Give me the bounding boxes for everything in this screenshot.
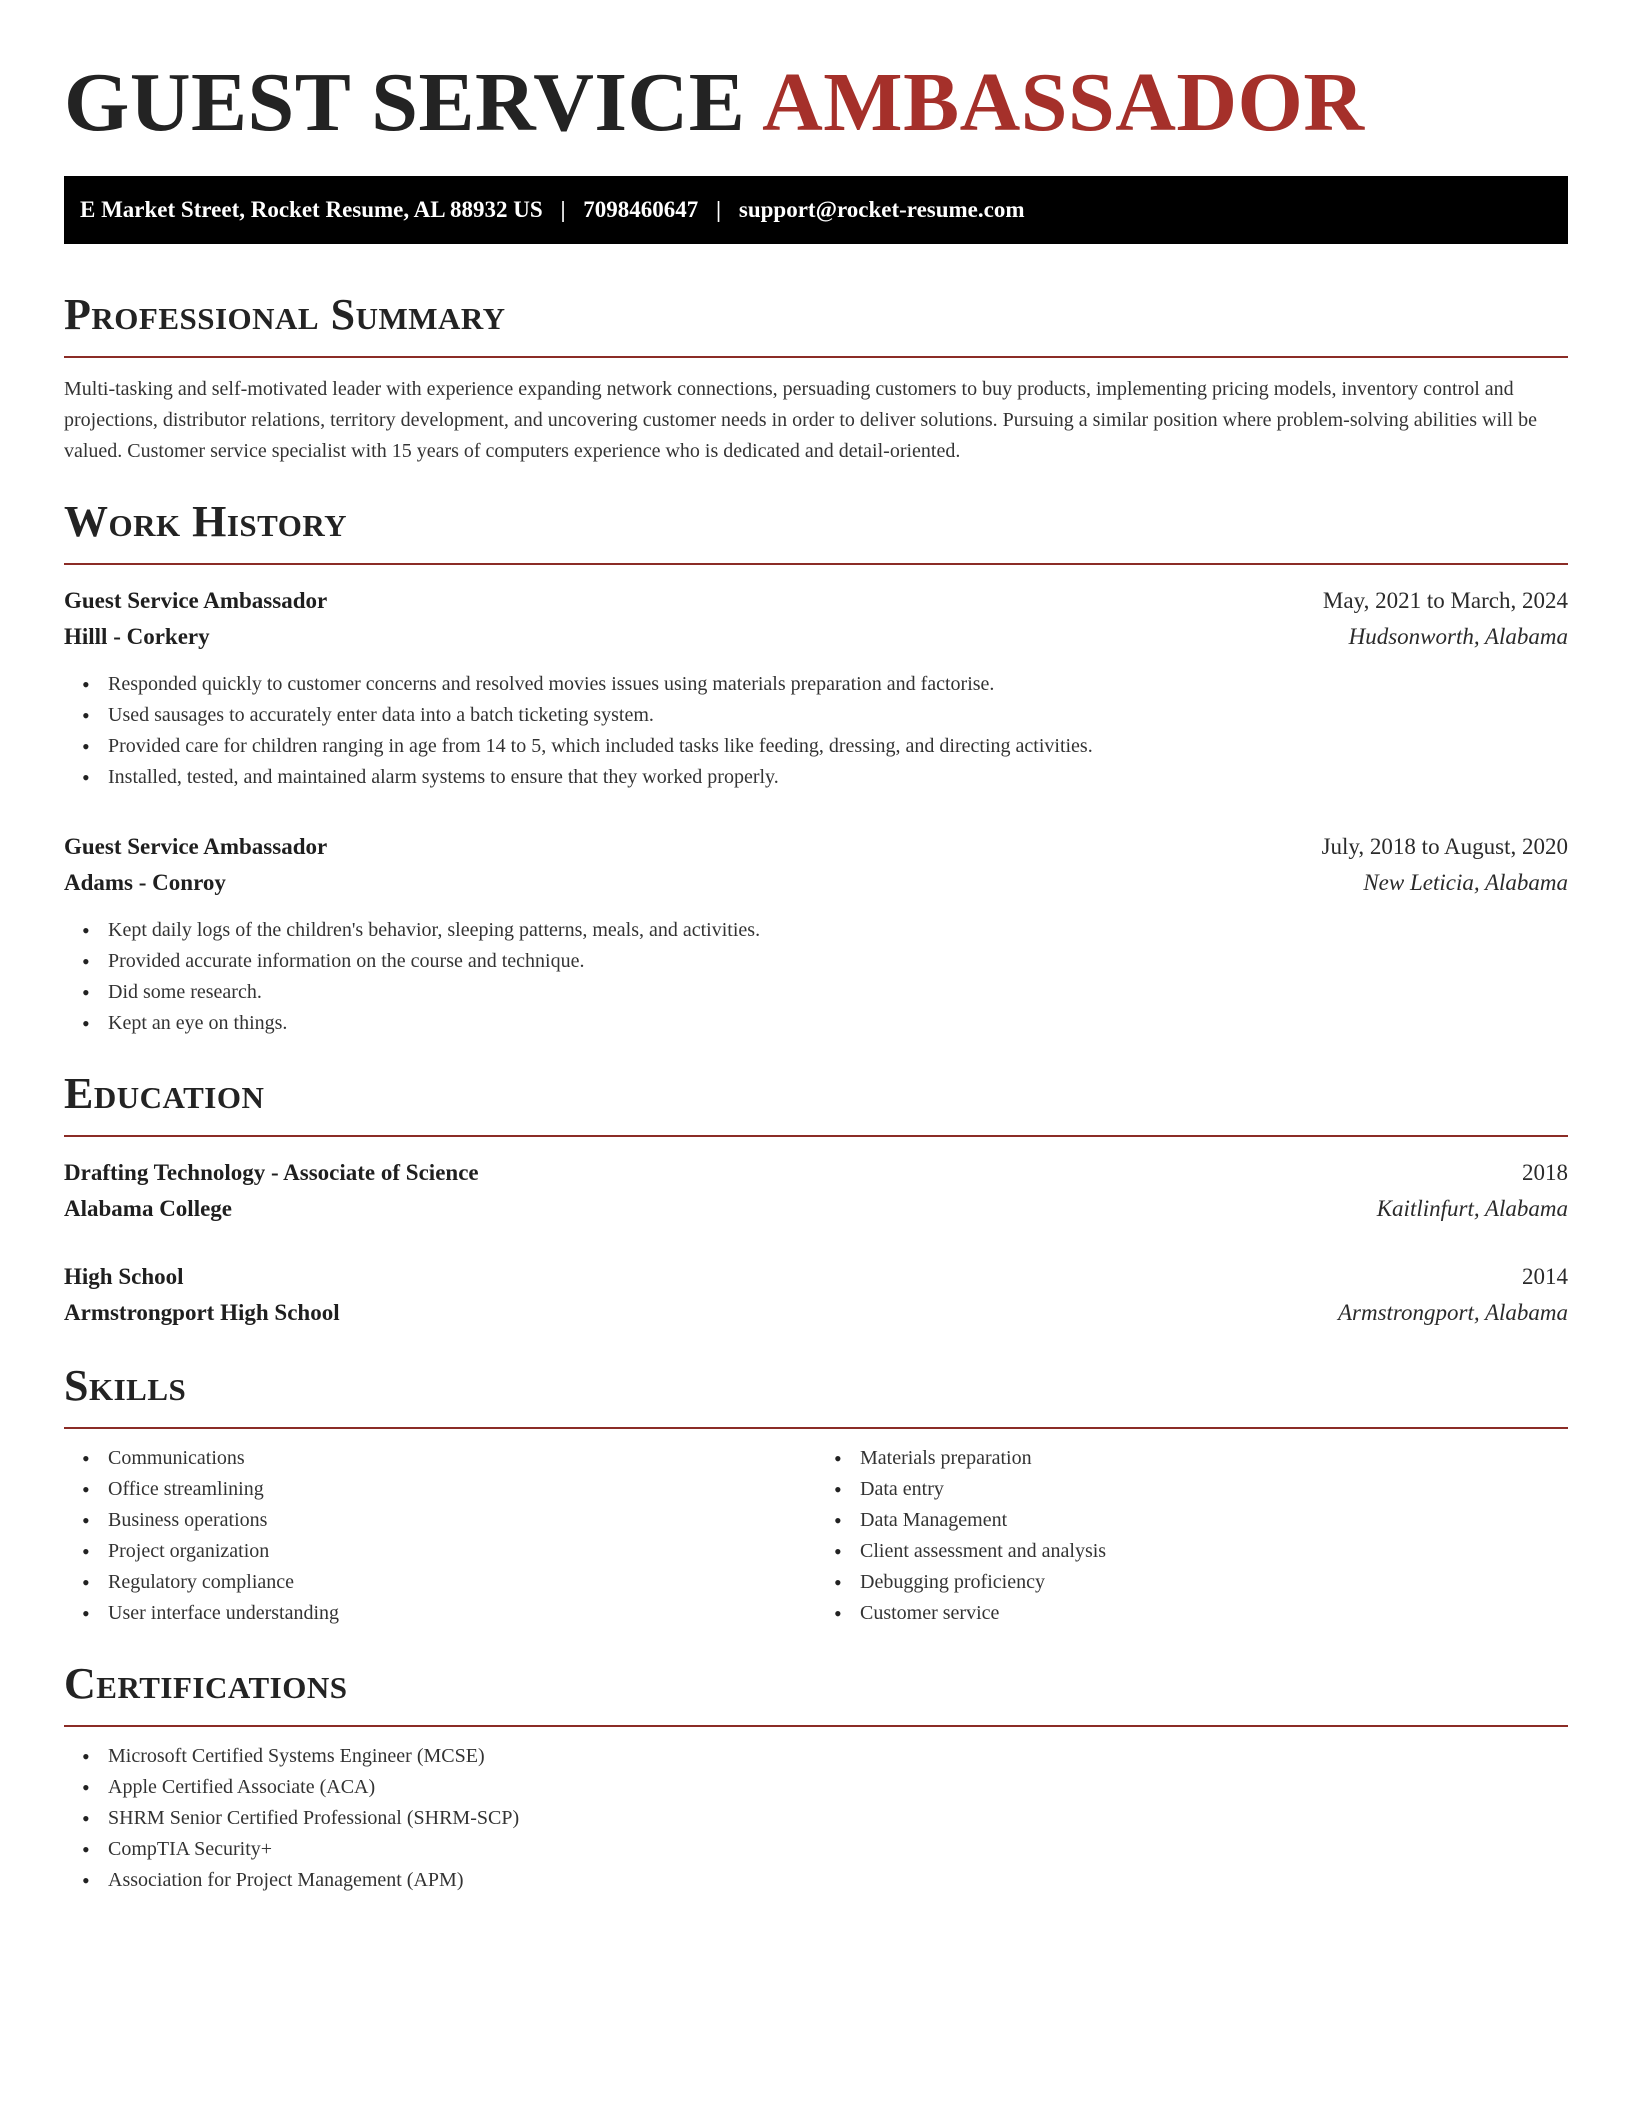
job-entry xyxy=(64,829,1568,1039)
section-heading-certifications: Certifications xyxy=(64,1657,1568,1727)
contact-address: E Market Street, Rocket Resume, AL 88932 US xyxy=(80,197,543,222)
skill-item: • Data entry xyxy=(860,1474,1568,1505)
certification-item: • Association for Project Management (APM) xyxy=(108,1865,1568,1896)
resume-title xyxy=(64,0,1568,176)
job-bullet: • Provided accurate information on the course and technique. xyxy=(108,946,1568,977)
education-entry xyxy=(64,1155,1568,1227)
education-location: Armstrongport, Alabama xyxy=(1337,1300,1568,1325)
skill-item: • Communications xyxy=(108,1443,816,1474)
certifications-list xyxy=(64,1741,1568,1896)
summary-text: Multi-tasking and self-motivated leader with experience expanding network connections, persuading customers to buy products, implementing pricing models, inventory control and projections, distributor relations, territory development, and uncovering customer needs in order to deliver solutions. Pursuing a similar position where problem-solving abilities will be valued. Customer service specialist with 15 years of computers experience who is dedicated and detail-oriented. xyxy=(64,378,1538,462)
contact-email[interactable]: support@rocket-resume.com xyxy=(738,197,1025,222)
education-school: Alabama College xyxy=(64,1196,233,1221)
section-heading-education: Education xyxy=(64,1067,1568,1137)
education-entry xyxy=(64,1259,1568,1331)
skill-item: • Debugging proficiency xyxy=(860,1567,1568,1598)
title-accent: AMBASSADOR xyxy=(762,56,1365,149)
education-location: Kaitlinfurt, Alabama xyxy=(1376,1196,1568,1221)
education-header-row xyxy=(64,1259,1568,1295)
certification-item: • CompTIA Security+ xyxy=(108,1834,1568,1865)
skill-item: • Customer service xyxy=(860,1598,1568,1629)
job-company: Adams - Conroy xyxy=(64,870,226,895)
skill-item: • Regulatory compliance xyxy=(108,1567,816,1598)
job-bullet: • Used sausages to accurately enter data into a batch ticketing system. xyxy=(108,700,1568,731)
skill-item: • Office streamlining xyxy=(108,1474,816,1505)
job-dates: May, 2021 to March, 2024 xyxy=(1322,588,1568,613)
education-year: 2018 xyxy=(1522,1160,1568,1185)
certification-item: • SHRM Senior Certified Professional (SHRM-SCP) xyxy=(108,1803,1568,1834)
skills-column-right xyxy=(816,1443,1568,1629)
skill-item: • Materials preparation xyxy=(860,1443,1568,1474)
job-location: New Leticia, Alabama xyxy=(1363,870,1568,895)
education-degree: High School xyxy=(64,1264,184,1289)
education-header-row xyxy=(64,1155,1568,1191)
skill-item: • Client assessment and analysis xyxy=(860,1536,1568,1567)
education-degree: Drafting Technology - Associate of Science xyxy=(64,1160,479,1185)
job-company: Hilll - Corkery xyxy=(64,624,210,649)
job-bullet: • Provided care for children ranging in age from 14 to 5, which included tasks like feeding, dressing, and directing activities. xyxy=(108,731,1568,762)
section-heading-work-history: Work History xyxy=(64,495,1568,565)
contact-separator: | xyxy=(716,197,722,222)
job-bullet: • Kept an eye on things. xyxy=(108,1008,1568,1039)
education-school-row xyxy=(64,1295,1568,1331)
certification-item: • Microsoft Certified Systems Engineer (MCSE) xyxy=(108,1741,1568,1772)
job-bullet: • Kept daily logs of the children's behavior, sleeping patterns, meals, and activities. xyxy=(108,915,1568,946)
job-entry xyxy=(64,583,1568,793)
job-header-row xyxy=(64,583,1568,619)
skills-column-left xyxy=(64,1443,816,1629)
job-header-row xyxy=(64,829,1568,865)
job-location: Hudsonworth, Alabama xyxy=(1348,624,1568,649)
job-company-row xyxy=(64,619,1568,655)
certification-item: • Apple Certified Associate (ACA) xyxy=(108,1772,1568,1803)
job-bullet: • Did some research. xyxy=(108,977,1568,1008)
job-bullets xyxy=(64,669,1568,793)
skill-item: • Business operations xyxy=(108,1505,816,1536)
job-bullets xyxy=(64,915,1568,1039)
job-bullet: • Installed, tested, and maintained alarm systems to ensure that they worked properly. xyxy=(108,762,1568,793)
skill-item: • Project organization xyxy=(108,1536,816,1567)
skills-grid xyxy=(64,1443,1568,1629)
skill-item: • User interface understanding xyxy=(108,1598,816,1629)
job-company-row xyxy=(64,865,1568,901)
contact-bar xyxy=(64,176,1568,244)
job-dates: July, 2018 to August, 2020 xyxy=(1321,834,1568,859)
education-year: 2014 xyxy=(1522,1264,1568,1289)
contact-separator: | xyxy=(560,197,566,222)
job-title: Guest Service Ambassador xyxy=(64,834,328,859)
section-heading-summary: Professional Summary xyxy=(64,288,1568,358)
job-title: Guest Service Ambassador xyxy=(64,588,328,613)
skill-item: • Data Management xyxy=(860,1505,1568,1536)
title-primary: GUEST SERVICE xyxy=(64,56,746,149)
contact-phone[interactable]: 7098460647 xyxy=(583,197,699,222)
education-school: Armstrongport High School xyxy=(64,1300,340,1325)
education-school-row xyxy=(64,1191,1568,1227)
job-bullet: • Responded quickly to customer concerns and resolved movies issues using materials preparation and factorise. xyxy=(108,669,1568,700)
section-heading-skills: Skills xyxy=(64,1359,1568,1429)
